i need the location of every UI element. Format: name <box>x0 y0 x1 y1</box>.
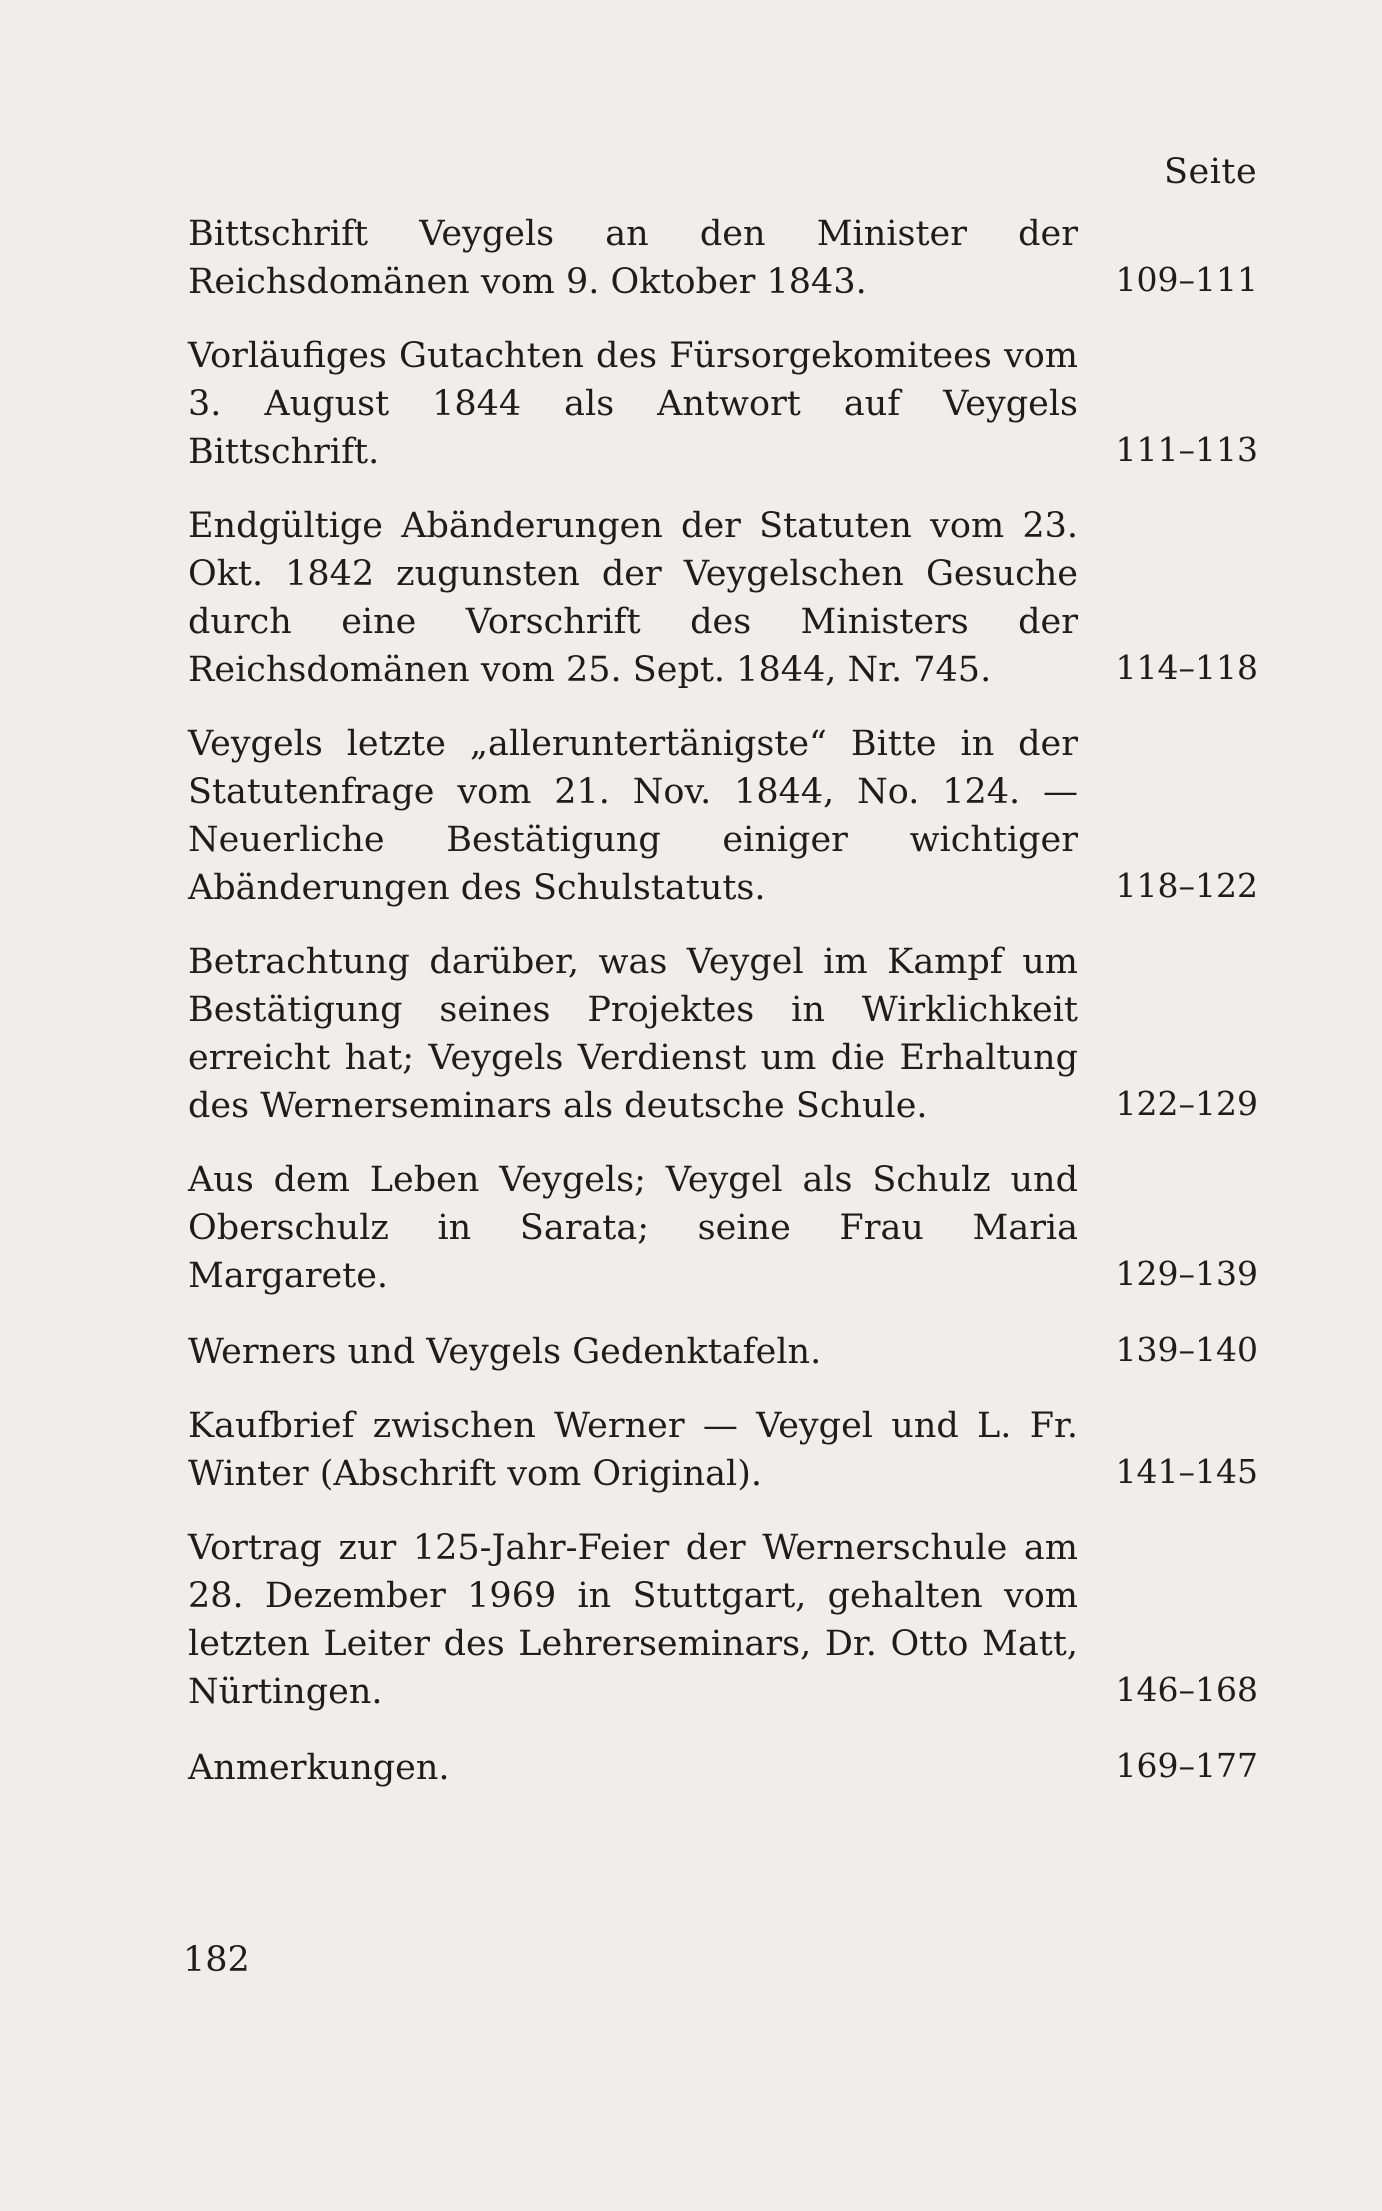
toc-entry <box>188 938 1258 1130</box>
toc-entry-pages: 118–122 <box>1115 866 1258 905</box>
toc-entry-title: Anmerkungen. <box>188 1748 450 1788</box>
toc-entry-pages: 109–111 <box>1115 260 1258 299</box>
toc-entry-pages: 114–118 <box>1115 648 1258 687</box>
toc-entry-title: Vortrag zur 125-Jahr-Feier der Wernerschule am 28. Dezember 1969 in Stuttgart, gehalten vom letzten Leiter des Lehrerseminars, Dr. Otto Matt, Nürtingen. <box>188 1528 1078 1712</box>
toc-entry <box>188 1402 1258 1498</box>
table-of-contents <box>188 210 1258 1818</box>
toc-entry-title: Bittschrift Veygels an den Minister der Reichsdomänen vom 9. Oktober 1843. <box>188 214 1078 302</box>
toc-entry-pages: 169–177 <box>1115 1746 1258 1785</box>
toc-entry <box>188 720 1258 912</box>
page-column-header: Seite <box>1164 152 1258 192</box>
toc-entry <box>188 210 1258 306</box>
toc-entry-pages: 141–145 <box>1115 1452 1258 1491</box>
toc-entry <box>188 1524 1258 1716</box>
toc-entry-title: Betrachtung darüber, was Veygel im Kampf um Bestätigung seines Projektes in Wirklichkeit erreicht hat; Veygels Verdienst um die Erhaltung des Wernerseminars als deutsche Schule. <box>188 942 1078 1126</box>
page-number: 182 <box>183 1940 250 1980</box>
toc-entry-pages: 139–140 <box>1115 1330 1258 1369</box>
toc-entry <box>188 502 1258 694</box>
toc-entry <box>188 1156 1258 1300</box>
toc-entry <box>188 1326 1258 1376</box>
toc-entry <box>188 332 1258 476</box>
toc-entry-title: Endgültige Abänderungen der Statuten vom 23. Okt. 1842 zugunsten der Veygelschen Gesuche durch eine Vorschrift des Ministers der Reichsdomänen vom 25. Sept. 1844, Nr. 745. <box>188 506 1078 690</box>
toc-entry-pages: 146–168 <box>1115 1670 1258 1709</box>
toc-entry-title: Werners und Veygels Gedenktafeln. <box>188 1332 822 1372</box>
toc-entry-title: Kaufbrief zwischen Werner — Veygel und L. Fr. Winter (Abschrift vom Original). <box>188 1406 1078 1494</box>
toc-entry-pages: 122–129 <box>1115 1084 1258 1123</box>
toc-entry-title: Aus dem Leben Veygels; Veygel als Schulz und Oberschulz in Sarata; seine Frau Maria Margarete. <box>188 1160 1078 1296</box>
toc-entry-title: Vorläufiges Gutachten des Fürsorgekomitees vom 3. August 1844 als Antwort auf Veygels Bittschrift. <box>188 336 1078 472</box>
toc-entry-pages: 111–113 <box>1115 430 1258 469</box>
toc-entry-pages: 129–139 <box>1115 1254 1258 1293</box>
toc-entry-title: Veygels letzte „alleruntertänigste“ Bitte in der Statutenfrage vom 21. Nov. 1844, No. 124. — Neuerliche Bestätigung einiger wichtiger Abänderungen des Schulstatuts. <box>188 724 1078 908</box>
toc-entry <box>188 1742 1258 1792</box>
